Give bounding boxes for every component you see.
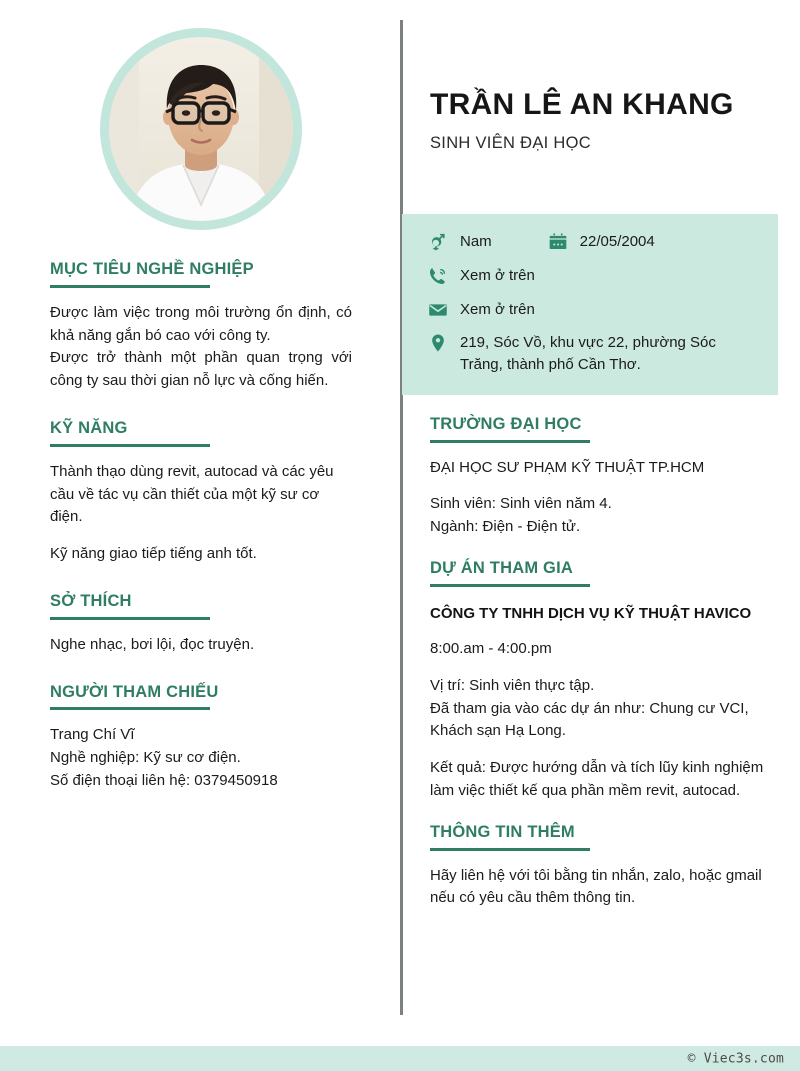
right-sections [402, 415, 800, 910]
contact-birthday-value: 22/05/2004 [579, 233, 655, 250]
hobbies-paragraph-1: Nghe nhạc, bơi lội, đọc truyện. [50, 635, 255, 653]
objective-paragraph-2: Được trở thành một phần quan trọng với công ty sau thời gian nỗ lực và cống hiến. [50, 349, 352, 390]
page-title: TRẦN LÊ AN KHANG [430, 88, 734, 121]
right-column [402, 0, 800, 1015]
job-title: SINH VIÊN ĐẠI HỌC [430, 134, 591, 152]
project-position: Vị trí: Sinh viên thực tập. [430, 676, 595, 694]
project-participated: Đã tham gia vào các dự án như: Chung cư VCI, Khách sạn Hạ Long. [430, 699, 749, 740]
skills-paragraph-1: Thành thạo dùng revit, autocad và các yêu cầu về tác vụ cần thiết của một kỹ sư cơ điện. [50, 462, 334, 526]
section-skills [50, 419, 352, 566]
contact-phone[interactable] [428, 265, 762, 287]
watermark: © Viec3s.com [687, 1051, 784, 1066]
section-university [430, 415, 778, 539]
contact-row [428, 332, 762, 376]
contact-row [428, 299, 762, 321]
section-projects [430, 559, 778, 803]
section-heading-projects: DỰ ÁN THAM GIA [430, 558, 573, 577]
heading-underline [50, 444, 210, 447]
section-more-info [430, 823, 778, 910]
envelope-icon [428, 300, 448, 320]
section-references [50, 683, 352, 793]
heading-underline [50, 707, 210, 710]
university-name: ĐẠI HỌC SƯ PHẠM KỸ THUẬT TP.HCM [430, 458, 705, 476]
contact-phone-value: Xem ở trên [460, 266, 535, 284]
section-hobbies [50, 592, 352, 657]
section-heading-skills: KỸ NĂNG [50, 418, 128, 437]
calendar-icon [548, 232, 568, 252]
section-objective [50, 260, 352, 393]
contact-info-panel [402, 214, 778, 395]
gender-icon [428, 232, 448, 252]
contact-birthday [548, 231, 655, 253]
section-heading-hobbies: SỞ THÍCH [50, 591, 132, 610]
contact-gender [428, 231, 492, 253]
location-pin-icon [428, 333, 448, 353]
university-year: Sinh viên: Sinh viên năm 4. [430, 495, 612, 513]
footer-bar [0, 1046, 800, 1071]
reference-occupation: Nghề nghiệp: Kỹ sư cơ điện. [50, 749, 241, 767]
university-major: Ngành: Điện - Điện tử. [430, 518, 581, 536]
project-hours: 8:00.am - 4:00.pm [430, 640, 552, 658]
more-info-paragraph: Hãy liên hệ với tôi bằng tin nhắn, zalo, hoặc gmail nếu có yêu cầu thêm thông tin. [430, 866, 762, 907]
heading-underline [430, 440, 590, 443]
contact-address [428, 332, 762, 376]
section-heading-more-info: THÔNG TIN THÊM [430, 822, 575, 841]
heading-underline [430, 584, 590, 587]
reference-phone: Số điện thoại liên hệ: 0379450918 [50, 771, 278, 789]
portrait-photo-icon [109, 37, 293, 221]
skills-paragraph-2: Kỹ năng giao tiếp tiếng anh tốt. [50, 545, 257, 563]
contact-gender-value: Nam [460, 233, 492, 250]
heading-underline [50, 285, 210, 288]
heading-underline [50, 617, 210, 620]
left-column [0, 0, 400, 1015]
section-heading-objective: MỤC TIÊU NGHỀ NGHIỆP [50, 260, 254, 278]
contact-row [428, 231, 762, 253]
contact-row [428, 265, 762, 287]
contact-email[interactable] [428, 299, 762, 321]
phone-icon [428, 266, 448, 286]
contact-address-value: 219, Sóc Vồ, khu vực 22, phường Sóc Trăng, thành phố Cần Thơ. [460, 334, 716, 373]
avatar [100, 28, 302, 230]
section-heading-university: TRƯỜNG ĐẠI HỌC [430, 414, 582, 433]
project-company-name: CÔNG TY TNHH DỊCH VỤ KỸ THUẬT HAVICO [430, 604, 752, 622]
section-heading-references: NGƯỜI THAM CHIẾU [50, 682, 219, 701]
reference-name: Trang Chí Vĩ [50, 726, 135, 744]
heading-underline [430, 848, 590, 851]
contact-email-value: Xem ở trên [460, 300, 535, 318]
project-result: Kết quả: Được hướng dẫn và tích lũy kinh nghiệm làm việc thiết kế qua phần mềm revit, autocad. [430, 759, 764, 800]
name-block [402, 0, 800, 153]
objective-paragraph-1: Được làm việc trong môi trường ổn định, có khả năng gắn bó cao với công ty. [50, 303, 352, 344]
